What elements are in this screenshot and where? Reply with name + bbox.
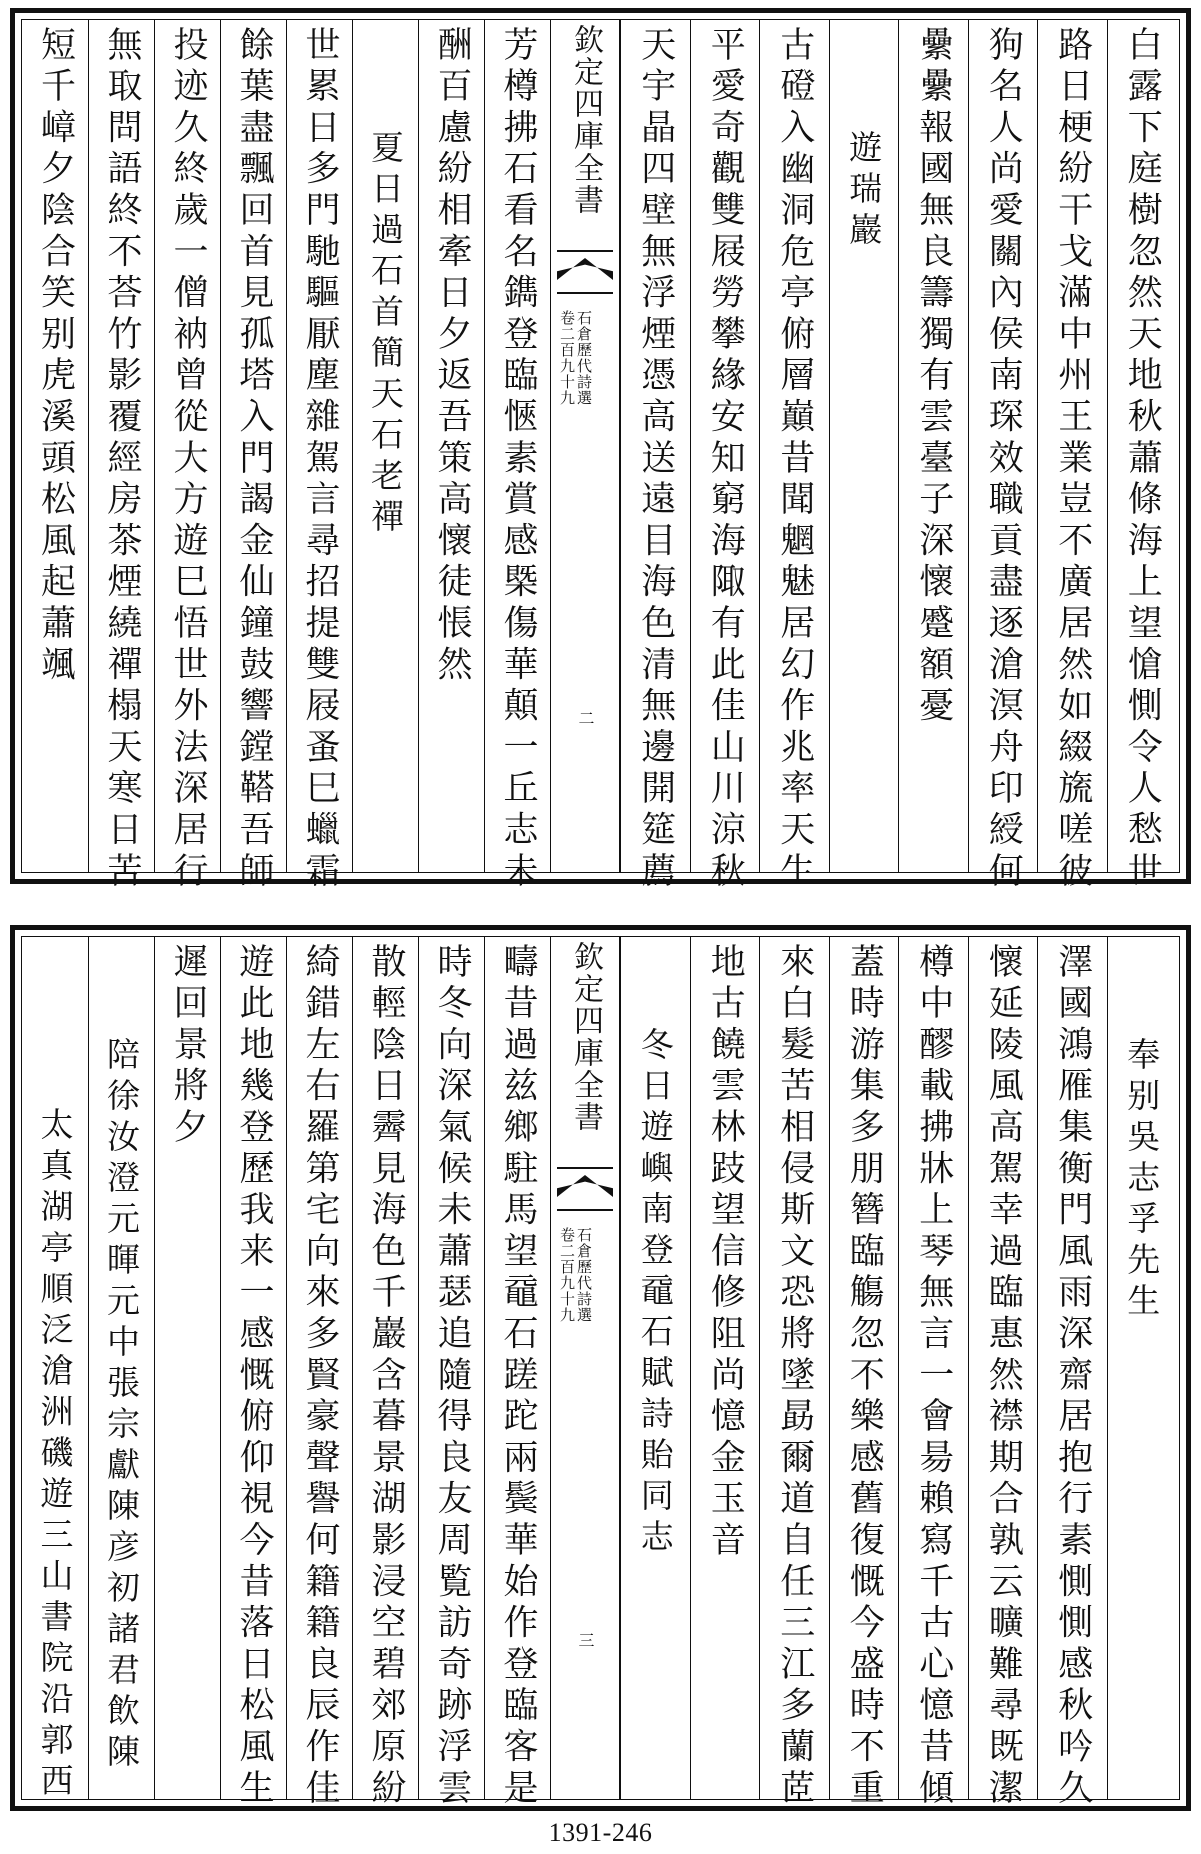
- gutter-volume-info: [559, 1227, 591, 1323]
- poem-line: 酬百慮紛相牽日夕返吾策高懷徒悵然: [432, 26, 472, 687]
- text-column: [1037, 20, 1107, 894]
- gutter-book-title: 欽定四庫全書: [568, 941, 603, 1133]
- text-column: [22, 20, 88, 872]
- poem-line: 平愛奇觀雙屐勞攀緣安知窮海陬有此佳山川涼秋: [705, 26, 746, 894]
- poem-title: 夏日過石首簡天石老禪: [366, 130, 405, 540]
- text-column: [898, 937, 968, 1811]
- text-column: [968, 20, 1038, 894]
- upper-page: [10, 8, 1191, 894]
- gutter-volume-info: [559, 310, 591, 406]
- poem-line: 遲回景將夕: [168, 943, 208, 1150]
- text-column: [1107, 20, 1177, 894]
- text-column: [829, 937, 899, 1811]
- text-column: [898, 20, 968, 872]
- poem-line: 綺錯左右羅第宅向來多賢豪聲譽何籍籍良辰作佳: [300, 943, 340, 1811]
- poem-line: 澤國鴻雁集衡門風雨深齋居抱行素惻惻感秋吟久: [1052, 943, 1093, 1811]
- text-column: [286, 937, 352, 1811]
- poem-line: 白露下庭樹忽然天地秋蕭條海上望愴惻令人愁世: [1122, 26, 1163, 894]
- poem-line: 時冬向深氣候未蕭瑟追隨得良友周覧訪奇跡浮雲: [432, 943, 472, 1811]
- poem-line: 來白髮苦相侵斯文恐將墜勗爾道自任三江多蘭茝: [774, 943, 815, 1811]
- poem-line: 餘葉盡飄回首見孤塔入門謁金仙鐘鼓響鏜鞳吾師: [234, 26, 274, 894]
- text-column: [352, 937, 418, 1811]
- text-column: [88, 937, 154, 1799]
- text-column: [620, 20, 690, 894]
- poem-line: 狗名人尚愛關內侯南琛效職貢盡逐滄溟舟印綬何: [983, 26, 1024, 894]
- footer-page-number: 1391-246: [548, 1818, 653, 1847]
- gutter-book-title: 欽定四庫全書: [568, 24, 603, 216]
- text-column: [352, 20, 418, 872]
- text-column: [418, 20, 484, 872]
- gutter-volume: 卷二百九十九: [558, 310, 576, 406]
- text-column: [154, 937, 220, 1799]
- text-column: [220, 20, 286, 894]
- text-column: [484, 937, 550, 1811]
- text-column: [759, 20, 829, 894]
- poem-line: 天宇晶四壁無浮煙憑高送遠目海色清無邊開筵薦: [635, 26, 676, 894]
- poem-line: 地古饒雲林跂望信修阻尚憶金玉音: [705, 943, 746, 1563]
- poem-line: 散輕陰日霽見海色千巖含暮景湖影浸空碧郊原紛: [366, 943, 406, 1811]
- poem-line: 纍纍報國無良籌獨有雲臺子深懷蹙額憂: [913, 26, 954, 729]
- poem-title: 奉别吳志孚先生: [1122, 1037, 1162, 1324]
- text-column: [418, 937, 484, 1811]
- gutter-volume: 卷二百九十九: [558, 1227, 576, 1323]
- fish-tail-mark: [557, 1167, 613, 1211]
- text-column: [620, 937, 690, 1799]
- poem-line: 蓋時游集多朋簪臨觴忽不樂感舊復慨今盛時不重: [844, 943, 885, 1811]
- text-column: [759, 937, 829, 1811]
- lower-page: [10, 925, 1191, 1811]
- gutter-anthology: 石倉歷代詩選: [575, 310, 593, 406]
- text-column: [484, 20, 550, 894]
- lower-page-frame: [21, 936, 1180, 1811]
- poem-line: 投迹久終歲一僧衲曾從大方遊巳悟世外法深居行: [168, 26, 208, 894]
- text-column: [286, 20, 352, 894]
- gutter-anthology: 石倉歷代詩選: [575, 1227, 593, 1323]
- text-column: [22, 937, 88, 1804]
- poem-line: 懷延陵風高駕幸過臨惠然襟期合孰云曠難尋既潔: [983, 943, 1024, 1811]
- text-column: [968, 937, 1038, 1811]
- text-column: [829, 20, 899, 872]
- text-column: [1107, 937, 1177, 1799]
- center-gutter: [550, 20, 620, 872]
- gutter-page-number: 二: [576, 710, 595, 726]
- poem-line: 短千嶂夕陰合笑别虎溪頭松風起蕭颯: [35, 26, 76, 687]
- text-column: [220, 937, 286, 1811]
- poem-title: 遊瑞巖: [844, 130, 884, 253]
- poem-title: 陪徐汝澄元暉元中張宗獻陳彦初諸君飲陳: [102, 1037, 141, 1775]
- poem-line: 樽中醪載拂牀上琴無言一會昜賴寫千古心憶昔傾: [913, 943, 954, 1811]
- center-gutter: [550, 937, 620, 1799]
- text-column: [690, 937, 760, 1799]
- text-column: [154, 20, 220, 894]
- text-column: [88, 20, 154, 894]
- poem-line: 疇昔過兹鄉駐馬望黿石蹉跎兩鬓華始作登臨客是: [498, 943, 538, 1811]
- fish-tail-mark: [557, 250, 613, 294]
- poem-line: 世累日多門馳驅厭塵雜駕言尋招提雙屐蚤巳蠟霜: [300, 26, 340, 894]
- poem-line: 無取問語終不荅竹影覆經房茶煙繞禪榻天寒日苦: [102, 26, 142, 894]
- text-column: [1037, 937, 1107, 1811]
- poem-line: 路日梗紛干戈滿中州王業豈不廣居然如綴旒嗟彼: [1052, 26, 1093, 894]
- text-column: [690, 20, 760, 894]
- gutter-page-number: 三: [576, 1632, 595, 1648]
- upper-page-frame: [21, 19, 1180, 894]
- poem-line: 遊此地幾登歷我来一感慨俯仰視今昔落日松風生: [234, 943, 274, 1811]
- poem-title: 太真湖亭順泛滄洲磯遊三山書院沿郭西: [35, 1107, 75, 1804]
- poem-line: 芳樽拂石看名鐫登臨愜素賞感槩傷華顛一丘志未: [498, 26, 538, 894]
- poem-line: 古磴入幽洞危亭俯層巔昔聞魍魅居幻作兆率天生: [774, 26, 815, 894]
- poem-title: 冬日遊嶼南登黿石賦詩貽同志: [635, 1027, 675, 1560]
